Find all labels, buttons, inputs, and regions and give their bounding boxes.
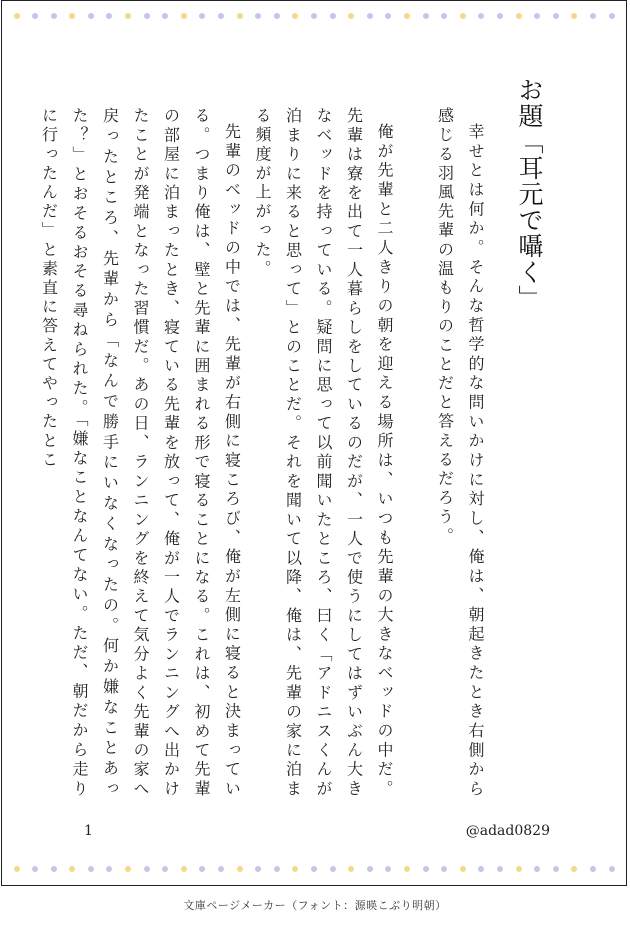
- decorative-dot: [237, 13, 243, 19]
- decorative-dot: [460, 13, 466, 19]
- decorative-dot: [69, 866, 75, 872]
- decorative-dot: [330, 866, 336, 872]
- decorative-dot: [478, 13, 484, 19]
- decorative-dot: [125, 13, 131, 19]
- decorative-dot: [106, 866, 112, 872]
- decorative-dot: [32, 866, 38, 872]
- decorative-dot: [162, 866, 168, 872]
- decorative-dot: [534, 866, 540, 872]
- decorative-dot: [292, 13, 298, 19]
- decorative-dot: [88, 866, 94, 872]
- decorative-dot: [460, 866, 466, 872]
- decorative-dot: [181, 13, 187, 19]
- generator-credit: 文庫ページメーカー（フォント：源暎こぶり明朝）: [183, 899, 447, 912]
- decorative-dot: [106, 13, 112, 19]
- book-page: [1, 0, 627, 886]
- decorative-dot: [497, 13, 503, 19]
- decorative-dot: [311, 13, 317, 19]
- decorative-dot: [218, 13, 224, 19]
- decorative-dot: [534, 13, 540, 19]
- decorative-dot: [255, 866, 261, 872]
- decorative-dot: [404, 866, 410, 872]
- paragraph: 先輩のベッドの中では、先輩が右側に寝ころび、俺が左側に寝ると決まっている。つまり俺は、壁と先輩に囲まれる形で寝ることになる。これは、初めて先輩の部屋に泊まったとき、寝ている先輩を放って、俺が一人でランニングへ出かけたことが発端となった習慣だ。あの日、ランニングを終えて気分よく先輩の家へ戻ったところ、先輩から「なんで勝手にいなくなったの。何か嫌なことあった？」とおそるおそる尋ねられた。「嫌なことなんてない。ただ、朝だから走りに行ったんだ」と素直に答えてやったとこ: [39, 107, 242, 799]
- decorative-dot: [423, 866, 429, 872]
- decorative-dot: [367, 13, 373, 19]
- decorative-dot: [385, 13, 391, 19]
- decorative-dot: [144, 866, 150, 872]
- decorative-dot: [348, 866, 354, 872]
- decorative-dot: [51, 866, 57, 872]
- page-title: お題「耳元で囁く」: [515, 77, 544, 311]
- decorative-dot: [423, 13, 429, 19]
- decorative-dot: [516, 13, 522, 19]
- decorative-dot: [441, 13, 447, 19]
- decorative-dot: [181, 866, 187, 872]
- vertical-text-body: [39, 77, 552, 799]
- decorative-dot: [237, 866, 243, 872]
- decorative-dot: [69, 13, 75, 19]
- decorative-dot: [404, 13, 410, 19]
- decorative-dot: [590, 13, 596, 19]
- decorative-dot: [274, 13, 280, 19]
- author-handle: @adad0829: [465, 823, 550, 839]
- decorative-dot: [385, 866, 391, 872]
- decorative-dot-border-top: [2, 9, 626, 23]
- paragraph: 幸せとは何か。そんな哲学的な問いかけに対し、俺は、朝起きたとき右側から感じる羽風先輩の温もりのことだと答えるだろう。: [435, 107, 485, 799]
- decorative-dot: [51, 13, 57, 19]
- decorative-dot: [144, 13, 150, 19]
- decorative-dot: [199, 866, 205, 872]
- page-number: 1: [84, 823, 93, 839]
- decorative-dot: [553, 866, 559, 872]
- decorative-dot: [14, 13, 20, 19]
- decorative-dot: [553, 13, 559, 19]
- decorative-dot: [292, 866, 298, 872]
- decorative-dot: [609, 13, 615, 19]
- decorative-dot: [609, 866, 615, 872]
- decorative-dot: [162, 13, 168, 19]
- decorative-dot: [571, 13, 577, 19]
- decorative-dot: [88, 13, 94, 19]
- decorative-dot: [571, 866, 577, 872]
- decorative-dot: [367, 866, 373, 872]
- decorative-dot: [516, 866, 522, 872]
- decorative-dot: [125, 866, 131, 872]
- decorative-dot: [311, 866, 317, 872]
- paragraph: 俺が先輩と二人きりの朝を迎える場所は、いつも先輩の大きなベッドの中だ。先輩は寮を出て一人暮らしをしているのだが、一人で使うにしてはずいぶん大きなベッドを持っている。疑問に思って以前聞いたところ、曰く「アドニスくんが泊まりに来ると思って」とのことだ。それを聞いて以降、俺は、先輩の家に泊まる頻度が上がった。: [253, 107, 394, 799]
- decorative-dot: [255, 13, 261, 19]
- decorative-dot: [199, 13, 205, 19]
- decorative-dot: [441, 866, 447, 872]
- decorative-dot: [330, 13, 336, 19]
- decorative-dot: [218, 866, 224, 872]
- decorative-dot-border-bottom: [2, 862, 626, 876]
- decorative-dot: [14, 866, 20, 872]
- decorative-dot: [32, 13, 38, 19]
- decorative-dot: [348, 13, 354, 19]
- decorative-dot: [274, 866, 280, 872]
- decorative-dot: [497, 866, 503, 872]
- decorative-dot: [590, 866, 596, 872]
- decorative-dot: [478, 866, 484, 872]
